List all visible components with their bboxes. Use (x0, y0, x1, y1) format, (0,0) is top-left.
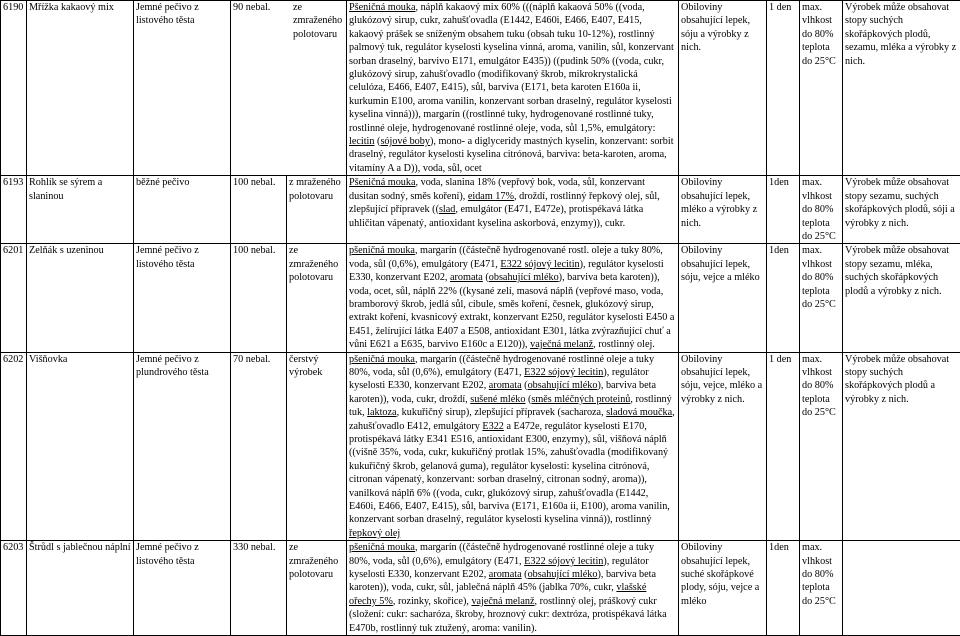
allergen-term: vlašské ořechy 5% (349, 582, 646, 606)
allergen-term: E322 sójový lecitin (524, 556, 603, 567)
ingredient-text: , voda, slanina 18% (vepřový bok, voda, sůl, konzervant dusitan sodný, směs koření), (349, 177, 645, 201)
product-weight: 100 nebal. (231, 244, 287, 352)
ingredient-text: ), barviva beta karoten)), voda, cukr, droždí, (349, 380, 656, 404)
ingredient-text: a E472e, regulátor kyselosti E170, protispékavá látky E341 E516, antioxidant E300, enzymy), sůl, višňová náplň ((višně 35%, voda, cukr, kukuřičný protlak 15%, zahušťovadla (modifikovaný kukuřičný škrob, gelanová guma), regulátor kyselosti: kyselina citrónová, citronan vápenatý, konzervant: sorban draselný, citronan sodný, aroma)), vanilková náplň 6% ((voda, cukr, glukózový sirup, zahušťovadla (E1442, E460i, E466, E407, E415), sůl, barviva (E171, E160a ii, E100), aroma vanilin, konzervant sorban draselný, regulátor kyselosti kyselina vinná)), rostlinný (349, 421, 670, 526)
product-storage: max. vlhkost do 80% teplota do 25°C (800, 1, 843, 176)
product-name: Višňovka (27, 352, 134, 541)
product-form: ze zmraženého polotovaru (287, 244, 347, 352)
product-allergens: Obiloviny obsahující lepek, sóju, vejce, mléko a výrobky z nich. (679, 352, 767, 541)
ingredient-text: ( (522, 569, 528, 580)
ingredient-text: , margarín ((částečně hydrogenované rostlinné oleje a tuky 80%, voda, sůl (0,6%), emulgátory (E471, (349, 354, 654, 378)
ingredient-text: ( (522, 380, 528, 391)
allergen-term: aromata (489, 380, 522, 391)
product-form: čerstvý výrobek (287, 352, 347, 541)
allergen-term: laktoza (367, 407, 396, 418)
allergen-term: obsahující mléko (489, 272, 559, 283)
product-code: 6193 (1, 176, 27, 244)
ingredient-text: ), mono- a diglyceridy mastných kyselin, konzervant: sorbit draselný, regulátor kyselosti kyselina citrónová, barviva: beta-karoten, aroma, vitamíny A a D)), voda, sůl, ocet (349, 136, 674, 174)
ingredient-text: ), regulátor kyselosti E330, konzervant E202, (349, 259, 664, 283)
product-name: Štrůdl s jablečnou náplní (27, 541, 134, 636)
ingredient-text: , emulgátor (E471, E472e), protispékavá látka uhličitan vápenatý, antioxidant kyselina askorbová, enzymy)), cukr. (349, 204, 643, 228)
product-allergens: Obiloviny obsahující lepek, sóju, vejce a mléko (679, 244, 767, 352)
product-shelf-life: 1 den (767, 1, 800, 176)
product-form: ze zmraženého polotovaru (287, 541, 347, 636)
product-shelf-life: 1den (767, 541, 800, 636)
allergen-term: aromata (450, 272, 483, 283)
allergen-term: pšeničná mouka (349, 354, 415, 365)
allergen-term: E322 (482, 421, 504, 432)
product-form: z mraženého polotovaru (287, 176, 347, 244)
product-category: Jemné pečivo z plundrového těsta (134, 352, 231, 541)
ingredient-text: , rostlinný olej. (593, 339, 655, 350)
product-code: 6201 (1, 244, 27, 352)
allergen-term: pšeničná mouka (349, 245, 415, 256)
allergen-term: slad (439, 204, 455, 215)
allergen-term: řepkový olej (349, 528, 400, 539)
product-allergens: Obiloviny obsahující lepek, mléko a výrobky z nich. (679, 176, 767, 244)
ingredient-text: ( (525, 394, 531, 405)
table-row (1, 1, 960, 176)
allergen-term: obsahující mléko (528, 380, 598, 391)
allergen-term: vaječná melanž (530, 339, 593, 350)
weight-form-cell (231, 1, 347, 176)
ingredient-text: ), regulátor kyselosti E330, konzervant E202, (349, 367, 649, 391)
product-storage: max. vlhkost do 80% teplota do 25°C (800, 352, 843, 541)
allergen-term: sladová moučka (606, 407, 672, 418)
product-code: 6202 (1, 352, 27, 541)
product-name: Rohlík se sýrem a slaninou (27, 176, 134, 244)
product-ingredients (347, 1, 679, 176)
table-row (1, 244, 960, 352)
product-name: Zelňák s uzeninou (27, 244, 134, 352)
product-weight: 330 nebal. (231, 541, 287, 636)
table-row (1, 352, 960, 541)
product-category: Jemné pečivo z listového těsta (134, 244, 231, 352)
product-weight: 90 nebal. (231, 1, 291, 41)
ingredient-text: , rostlinný tuk, (349, 394, 672, 418)
product-storage: max. vlhkost do 80% teplota do 25°C (800, 541, 843, 636)
product-storage: max. vlhkost do 80% teplota do 25°C (800, 244, 843, 352)
product-shelf-life: 1den (767, 176, 800, 244)
product-weight: 70 nebal. (231, 352, 287, 541)
product-allergens: Obiloviny obsahující lepek, sóju a výrobky z nich. (679, 1, 767, 176)
table-row (1, 176, 960, 244)
allergen-term: E322 sójový lecitin (524, 367, 603, 378)
allergen-term: sušené mléko (470, 394, 525, 405)
product-may-contain (843, 541, 960, 636)
ingredient-text: , zahušťovadlo E412, emulgátory (349, 407, 675, 431)
product-code: 6190 (1, 1, 27, 176)
product-category: běžné pečivo (134, 176, 231, 244)
allergen-term: obsahující mléko (528, 569, 598, 580)
product-category: Jemné pečivo z listového těsta (134, 1, 231, 176)
product-may-contain: Výrobek může obsahovat stopy sezamu, mléka, suchých skořápkových plodů a výrobky z nich. (843, 244, 960, 352)
product-name: Mřížka kakaový mix (27, 1, 134, 176)
allergen-term: vaječná melanž (471, 596, 534, 607)
allergen-term: eidam 17% (468, 191, 514, 202)
product-form: ze zmraženého polotovaru (291, 1, 346, 41)
product-code: 6203 (1, 541, 27, 636)
allergen-term: E322 sójový lecitin (500, 259, 579, 270)
product-ingredients (347, 244, 679, 352)
allergen-term: aromata (489, 569, 522, 580)
ingredient-text: ( (374, 136, 380, 147)
product-ingredients (347, 352, 679, 541)
product-may-contain: Výrobek může obsahovat stopy suchých skořápkových plodů, sezamu, mléka a výrobky z nich. (843, 1, 960, 176)
product-shelf-life: 1 den (767, 352, 800, 541)
product-may-contain: Výrobek může obsahovat stopy suchých skořápkových plodů a výrobky z nich. (843, 352, 960, 541)
table-row (1, 541, 960, 636)
ingredient-text: ( (483, 272, 489, 283)
product-ingredients (347, 176, 679, 244)
ingredient-text: , kukuřičný sirup), zlepšující přípravek (sacharoza, (397, 407, 607, 418)
product-ingredients (347, 541, 679, 636)
product-category: Jemné pečivo z listového těsta (134, 541, 231, 636)
allergen-term: sójové boby (380, 136, 430, 147)
allergen-term: lecitin (349, 136, 374, 147)
allergen-term: směs mléčných proteinů (531, 394, 630, 405)
ingredient-text: , rostlinný olej, práškový cukr (složení: cukr: sacharóza, škroby, hroznový cukr: dextróza, protispékavá látka E470b, rostlinný tuk ztužený, aroma: vanilin). (349, 596, 667, 634)
product-may-contain: Výrobek může obsahovat stopy sezamu, suchých skořápkových plodů, sóji a výrobky z nich. (843, 176, 960, 244)
allergen-term: Pšeničná mouka (349, 177, 416, 188)
ingredient-text: , margarín ((částečně hydrogenované rostl. oleje a tuky 80%, voda, sůl (0,6%), emulgátory (E471, (349, 245, 663, 269)
ingredient-text: ), barviva beta karoten)), voda, cukr, sůl, jablečná náplň 45% (jablka 70%, cukr, (349, 569, 656, 593)
product-allergens: Obiloviny obsahující lepek, suché skořápkové plody, sóju, vejce a mléko (679, 541, 767, 636)
product-weight: 100 nebal. (231, 176, 287, 244)
ingredient-text: , droždí, rostlinný řepkový olej, sůl, zlepšující přípravek (( (349, 191, 660, 215)
ingredient-text: , náplň kakaový mix 60% (((náplň kakaová 50% ((voda, glukózový sirup, cukr, zahušťovadla (E1442, E460i, E466, E407, E415, kakaový prášek se sníženým obsahem tuku (obsah tuku 10-12%), rostlinný palmový tuk, regulátor kyselosti kyselina vinná, aroma, vanilin, sůl, konzervant sorban draselný, barvivo E171, emulgátor E435)) ((pudink 50% ((voda, cukr, glukózový sirup, zahušťovadlo (modifikovaný škrob, mikrokrystalická celulóza, E466, E407, E415), sůl, barviva (E171, beta karoten E160a ii, kurkumin E100, aroma vanilin, konzervant sorban draselný, regulátor kyselosti kyselina vinná))), margarín ((rostlinné tuky, hydrogenované rostlinné tuky, rostlinné oleje, hydrogenované rostlinné oleje, voda, sůl 1,5%, emulgátory: (349, 2, 674, 134)
allergen-term: Pšeničná mouka (349, 2, 416, 13)
ingredient-text: , margarín ((částečně hydrogenované rostlinné oleje a tuky 80%, voda, sůl (0,6%), emulgátory (E471, (349, 542, 654, 566)
product-shelf-life: 1den (767, 244, 800, 352)
allergen-term: pšeničná mouka (349, 542, 415, 553)
ingredient-text: ), regulátor kyselosti E330, konzervant E202, (349, 556, 649, 580)
product-storage: max. vlhkost do 80% teplota do 25°C (800, 176, 843, 244)
ingredient-text: , rozinky, skořice), (393, 596, 472, 607)
ingredient-text: ), barviva beta karoten)), voda, ocet, sůl, náplň 22% ((kysané zelí, masová náplň (vepřové maso, voda, bramborový škrob, jedlá sůl, cibule, směs koření, česnek, glukózový sirup, extrakt koření, kvasnicový extrakt, konzervant E250, regulátor kyselosti E450 a E451, želírující látka E407 a E508, antioxidant E301, látka zvýrazňující chuť a vůni E621 a E635, barvivo E160c a E120)), (349, 272, 674, 350)
